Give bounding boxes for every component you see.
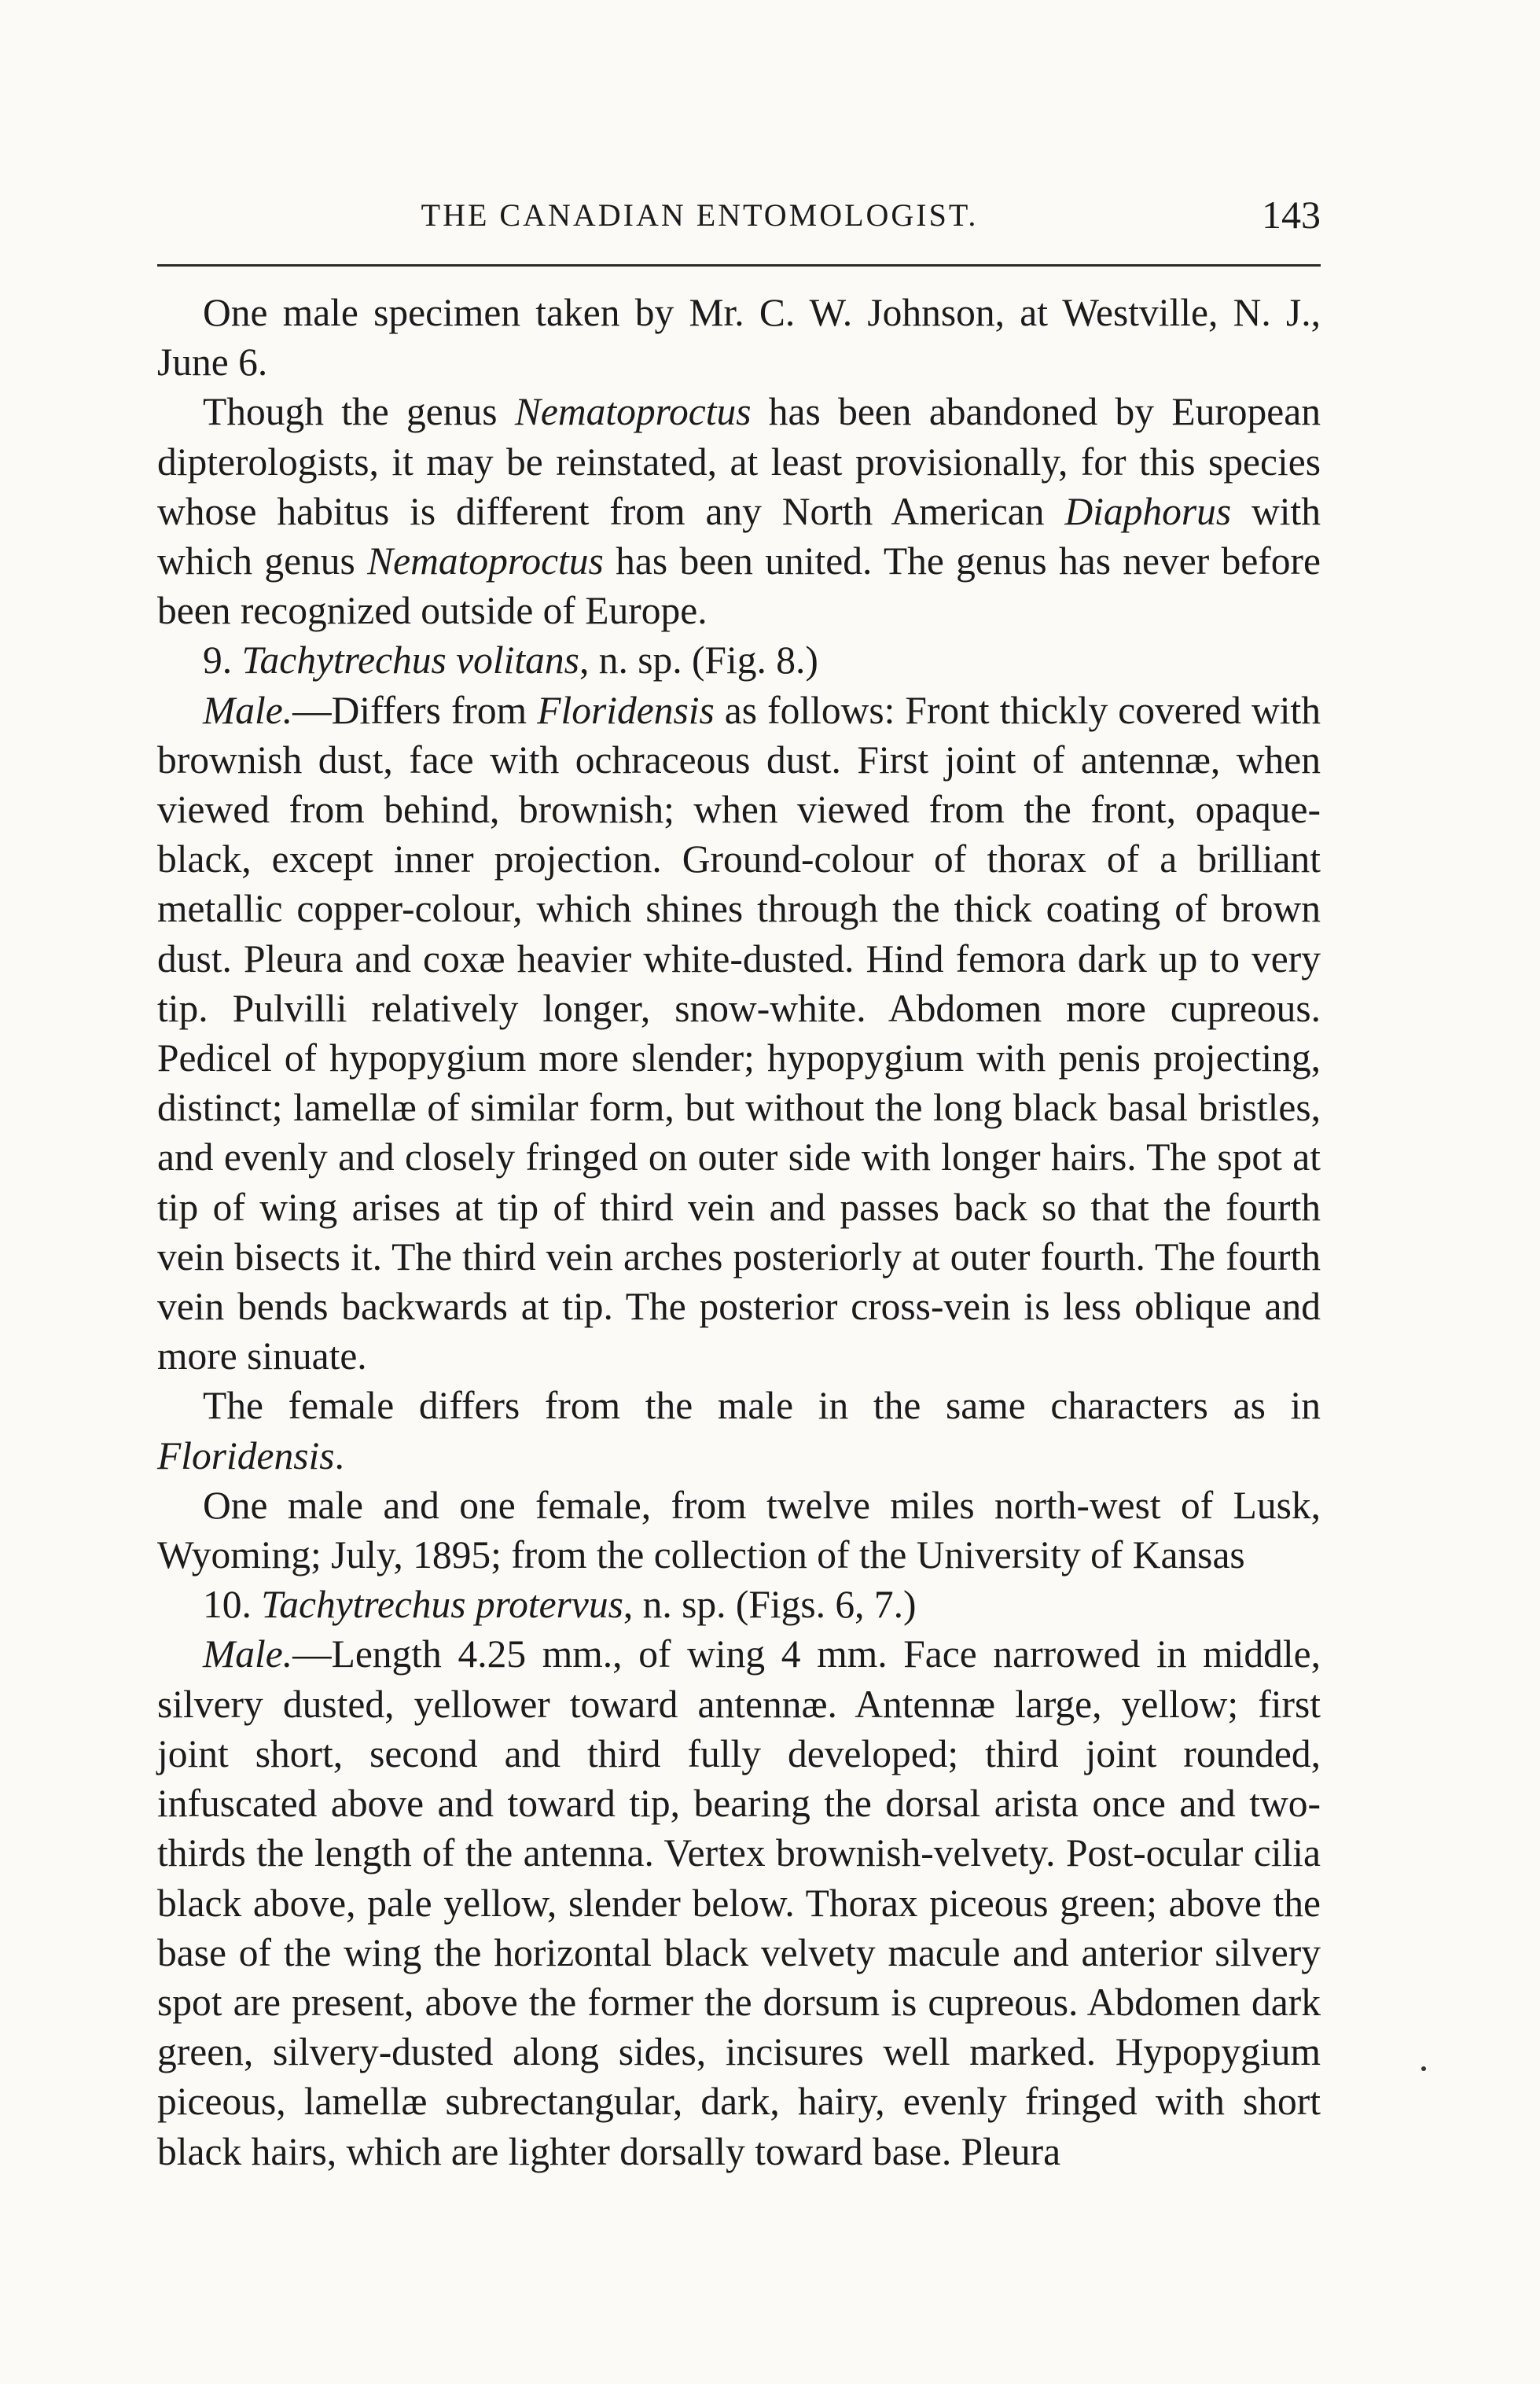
genus-name: Nematoproctus bbox=[367, 539, 604, 583]
header-rule bbox=[157, 264, 1321, 267]
text-run: as follows: Front thickly covered with brownish dust, face with ochraceous dust. First joint of antennæ, when viewed from behind, brownish; when viewed from the front, opaque-black, except inner projection. Ground-colour of thorax of a brilliant metallic copper-colour, which shines through the thick coating of brown dust. Pleura and coxæ heavier white-dusted. Hind femora dark up to very tip. Pulvilli relatively longer, snow-white. Abdomen more cupreous. Pedicel of hypopygium more slender; hypopygium with penis projecting, distinct; lamellæ of similar form, but without the long black basal bristles, and evenly and closely fringed on outer side with longer hairs. The spot at tip of wing arises at tip of third vein and passes back so that the fourth vein bisects it. The third vein arches posteriorly at outer fourth. The fourth vein bends backwards at tip. The posterior cross-vein is less oblique and more sinuate. bbox=[157, 688, 1321, 1378]
species-reference: Floridensis bbox=[157, 1433, 335, 1477]
species-number: 10. bbox=[203, 1583, 262, 1627]
text-run: has been united. The genus has never before been recognized outside of Europe. bbox=[157, 539, 1321, 633]
species-name: Tachytrechus volitans bbox=[241, 638, 579, 682]
text-run: Though the genus bbox=[203, 390, 515, 434]
page-number: 143 bbox=[1262, 193, 1321, 237]
body-text bbox=[157, 288, 1321, 2176]
species-heading-10 bbox=[157, 1580, 1321, 1629]
running-title: THE CANADIAN ENTOMOLOGIST. bbox=[421, 197, 979, 233]
species-suffix: , n. sp. (Fig. 8.) bbox=[579, 638, 818, 682]
text-run: —Length 4.25 mm., of wing 4 mm. Face narrowed in middle, silvery dusted, yellower toward antennæ. Antennæ large, yellow; first joint short, second and third fully developed; third joint rounded, infuscated above and toward tip, bearing the dorsal arista once and two-thirds the length of the antenna. Vertex brownish-velvety. Post-ocular cilia black above, pale yellow, slender below. Thorax piceous green; above the base of the wing the horizontal black velvety macule and anterior silvery spot are present, above the former the dorsum is cupreous. Abdomen dark green, silvery-dusted along sides, incisures well marked. Hypopygium piceous, lamellæ subrectangular, dark, hairy, evenly fringed with short black hairs, which are lighter dorsally toward base. Pleura bbox=[157, 1632, 1321, 2173]
text-run: with which genus bbox=[157, 489, 1321, 583]
species-suffix: , n. sp. (Figs. 6, 7.) bbox=[623, 1583, 917, 1627]
paragraph-male-description-9 bbox=[157, 686, 1321, 1381]
ink-speck bbox=[1421, 2066, 1426, 2071]
text-run: has been abandoned by European dipterologists, it may be reinstated, at least provisionally, for this species whose habitus is different from any North American bbox=[157, 390, 1321, 533]
paragraph-locality-9: One male and one female, from twelve miles north-west of Lusk, Wyoming; July, 1895; from the collection of the University of Kansas bbox=[157, 1483, 1321, 1577]
species-reference: Floridensis bbox=[537, 688, 715, 732]
page-header bbox=[157, 193, 1321, 244]
sex-label: Male. bbox=[203, 688, 293, 732]
text-run: . bbox=[334, 1433, 344, 1477]
species-name: Tachytrechus protervus bbox=[261, 1583, 623, 1627]
species-heading-9 bbox=[157, 635, 1321, 685]
text-run: The female differs from the male in the same characters as in bbox=[203, 1384, 1321, 1428]
paragraph-specimen-note: One male specimen taken by Mr. C. W. Johnson, at Westville, N. J., June 6. bbox=[157, 291, 1321, 384]
paragraph-female-description-9 bbox=[157, 1381, 1321, 1480]
genus-name: Nematoproctus bbox=[514, 390, 752, 434]
sex-label: Male. bbox=[203, 1632, 293, 1676]
paragraph-male-description-10 bbox=[157, 1629, 1321, 2176]
text-run: —Differs from bbox=[292, 688, 538, 732]
species-number: 9. bbox=[203, 638, 242, 682]
paragraph-genus-remark bbox=[157, 387, 1321, 635]
genus-name: Diaphorus bbox=[1064, 489, 1232, 533]
